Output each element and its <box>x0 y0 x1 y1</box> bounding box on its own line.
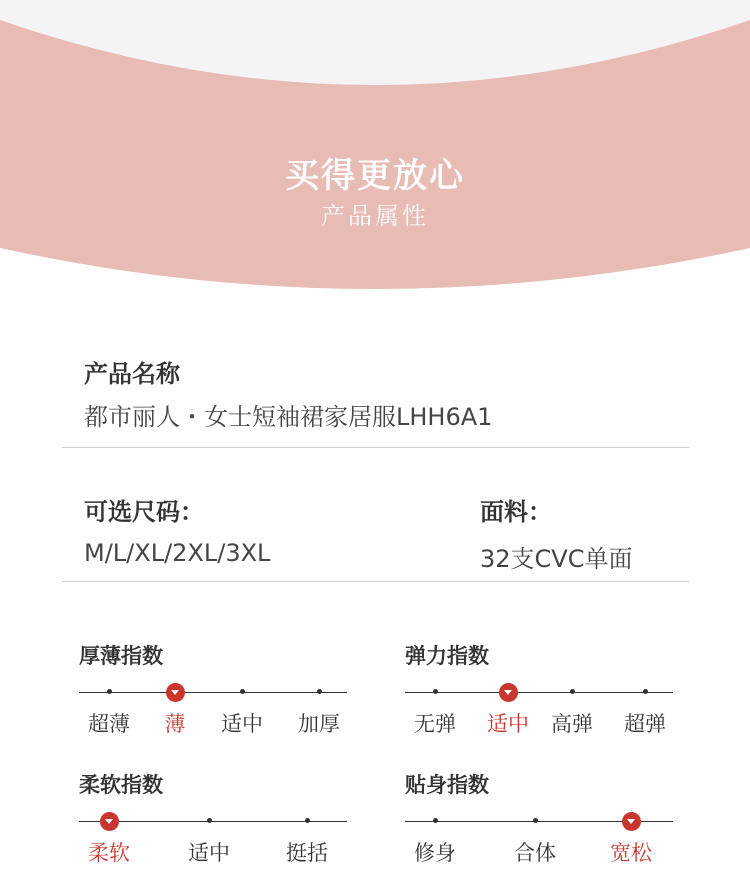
thickness-option: 超薄 <box>88 712 130 736</box>
elasticity-option: 超弹 <box>624 712 666 736</box>
scale-dot <box>570 689 575 694</box>
fit-index <box>405 769 673 879</box>
elasticity-index-title: 弹力指数 <box>405 644 489 668</box>
scale-dot <box>240 689 245 694</box>
selected-marker-icon <box>100 812 119 831</box>
page-title: 买得更放心 <box>285 156 465 196</box>
fit-option-selected: 宽松 <box>610 841 652 865</box>
selected-marker-icon <box>499 683 518 702</box>
fabric-value: 32支CVC单面 <box>480 545 633 573</box>
elasticity-option: 无弹 <box>414 712 456 736</box>
spec-section <box>62 448 689 582</box>
thickness-index <box>79 640 347 750</box>
scale-dot <box>305 818 310 823</box>
scale-dot <box>433 689 438 694</box>
selected-marker-icon <box>622 812 641 831</box>
softness-option: 适中 <box>188 841 230 865</box>
softness-index-title: 柔软指数 <box>79 773 163 797</box>
fit-option: 合体 <box>514 841 556 865</box>
scale-dot <box>643 689 648 694</box>
selected-marker-icon <box>166 683 185 702</box>
softness-option: 挺括 <box>286 841 328 865</box>
sizes-label: 可选尺码： <box>84 498 204 526</box>
scale-dot <box>207 818 212 823</box>
elasticity-scale-line <box>405 692 673 693</box>
softness-index <box>79 769 347 879</box>
fabric-label: 面料： <box>480 498 552 526</box>
header-banner <box>0 0 750 300</box>
product-name-label: 产品名称 <box>84 360 180 388</box>
scale-dot <box>317 689 322 694</box>
scale-dot <box>433 818 438 823</box>
thickness-index-title: 厚薄指数 <box>79 644 163 668</box>
fit-option: 修身 <box>414 841 456 865</box>
thickness-option: 加厚 <box>298 712 340 736</box>
product-name-value: 都市丽人・女士短袖裙家居服LHH6A1 <box>84 403 493 431</box>
product-name-section <box>62 340 689 448</box>
scale-dot <box>107 689 112 694</box>
thickness-scale-line <box>79 692 347 693</box>
elasticity-option-selected: 适中 <box>487 712 529 736</box>
thickness-option: 适中 <box>221 712 263 736</box>
elasticity-option: 高弹 <box>551 712 593 736</box>
softness-option-selected: 柔软 <box>88 841 130 865</box>
thickness-option-selected: 薄 <box>164 712 186 736</box>
elasticity-index <box>405 640 673 750</box>
page-subtitle: 产品属性 <box>321 202 429 230</box>
scale-dot <box>533 818 538 823</box>
sizes-value: M/L/XL/2XL/3XL <box>84 539 271 567</box>
fit-index-title: 贴身指数 <box>405 773 489 797</box>
